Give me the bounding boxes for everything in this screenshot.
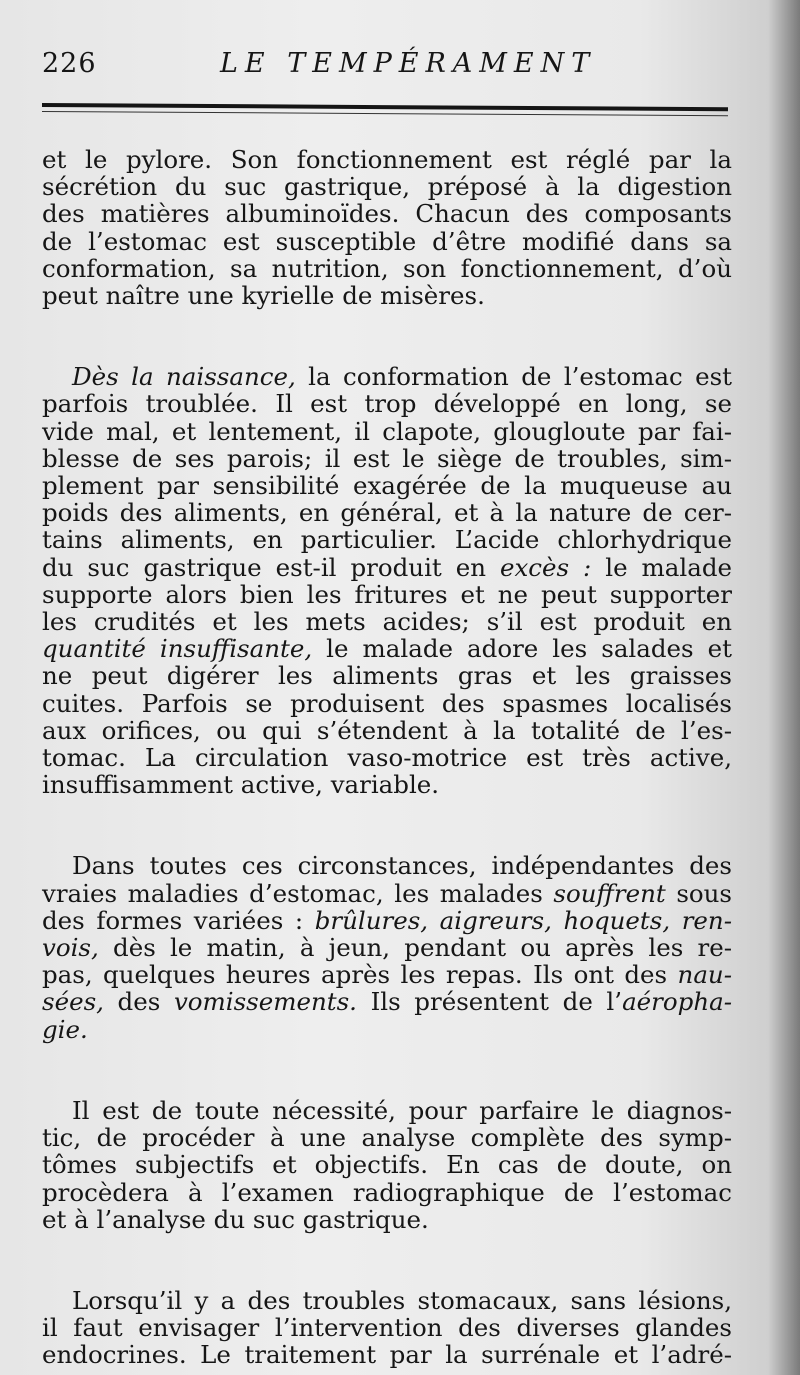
italic-text: nau-: [677, 960, 732, 990]
paragraph-gap: [42, 798, 732, 852]
text-line: insuffisamment active, variable.: [42, 770, 440, 800]
text-line: poids des aliments, en général, et à la nature de cer-: [42, 498, 732, 528]
italic-text: vois,: [42, 933, 99, 963]
text-line: ne peut digérer les aliments gras et les graisses: [42, 661, 732, 691]
paragraph-gap: [42, 1043, 732, 1097]
text-line: [42, 635, 732, 662]
text-run: Dans toutes ces circonstances, indépendantes des: [72, 851, 732, 881]
paragraph-gap: [42, 309, 732, 363]
italic-text: quantité insuffisante,: [42, 634, 313, 664]
italic-text: aéropha-: [622, 987, 732, 1017]
text-run: vraies maladies d’estomac, les malades: [42, 878, 554, 908]
text-line: [42, 1016, 732, 1043]
paragraph-5: [42, 1287, 732, 1369]
text-line: endocrines. Le traitement par la surrénale et l’adré-: [42, 1340, 732, 1370]
paragraph-4: [42, 1097, 732, 1233]
text-line: tains aliments, en particulier. L’acide chlorhydrique: [42, 525, 732, 555]
text-line: vide mal, et lentement, il clapote, glougloute par fai-: [42, 416, 732, 446]
text-run: pas, quelques heures après les repas. Ils ont des: [42, 960, 678, 990]
text-line: et à l’analyse du suc gastrique.: [42, 1204, 429, 1234]
text-line: de l’estomac est susceptible d’être modifié dans sa: [42, 226, 732, 256]
text-run: le malade adore les salades et: [312, 634, 732, 664]
text-line: aux orifices, ou qui s’étendent à la totalité de l’es-: [42, 715, 732, 745]
text-line: peut naître une kyrielle de misères.: [42, 281, 485, 311]
body-text: [42, 146, 732, 1369]
text-run: dès le matin, à jeun, pendant ou après les re-: [98, 933, 732, 963]
text-line: des matières albuminoïdes. Chacun des composants: [42, 199, 732, 229]
page-header: [42, 44, 742, 92]
text-run: Ils présentent de l’: [356, 987, 623, 1017]
text-line: Il est de toute nécessité, pour parfaire le diagnos-: [72, 1095, 732, 1125]
text-line: tic, de procéder à une analyse complète des symp-: [42, 1123, 732, 1153]
text-line: Lorsqu’il y a des troubles stomacaux, sans lésions,: [72, 1285, 732, 1315]
italic-text: souffrent: [553, 878, 666, 908]
paragraph-gap: [42, 1233, 732, 1287]
text-run: des: [103, 987, 174, 1017]
text-run: la conformation de l’estomac est: [295, 362, 732, 392]
text-line: sécrétion du suc gastrique, préposé à la digestion: [42, 172, 732, 202]
text-line: procèdera à l’examen radiographique de l’estomac: [42, 1177, 732, 1207]
text-line: parfois troublée. Il est trop développé en long, se: [42, 389, 732, 419]
text-line: tomac. La circulation vaso-motrice est très active,: [42, 743, 732, 773]
text-line: et le pylore. Son fonctionnement est réglé par la: [42, 145, 732, 174]
header-rule-thin: [42, 111, 728, 116]
text-line: tômes subjectifs et objectifs. En cas de doute, on: [42, 1150, 732, 1180]
text-run: sous: [665, 878, 733, 908]
text-line: plement par sensibilité exagérée de la muqueuse au: [42, 471, 732, 501]
text-run: des formes variées :: [42, 905, 315, 935]
italic-text: brûlures, aigreurs, hoquets, ren-: [314, 905, 732, 935]
text-line: [42, 363, 732, 390]
italic-text: sées,: [42, 987, 104, 1017]
text-line: [42, 880, 732, 907]
text-line: [42, 907, 732, 934]
paragraph-2: [42, 363, 732, 798]
italic-text: gie.: [42, 1014, 88, 1044]
text-line: [42, 988, 732, 1015]
text-line: [42, 934, 732, 961]
text-line: [42, 961, 732, 988]
running-title: LE TEMPÉRAMENT: [220, 48, 597, 79]
italic-text: vomissements.: [173, 987, 357, 1017]
text-line: [42, 554, 732, 581]
paragraph-1: [42, 146, 732, 309]
text-run: du suc gastrique est-il produit en: [42, 552, 500, 582]
text-run: le malade: [591, 552, 732, 582]
text-line: les crudités et les mets acides; s’il est produit en: [42, 607, 732, 637]
text-line: il faut envisager l’intervention des diverses glandes: [42, 1313, 732, 1343]
italic-text: excès :: [499, 552, 592, 582]
text-line: supporte alors bien les fritures et ne peut supporter: [42, 579, 732, 609]
italic-text: Dès la naissance,: [72, 362, 296, 392]
header-rule-thick: [42, 103, 728, 111]
page-number: 226: [42, 48, 97, 79]
paragraph-3: [42, 852, 732, 1042]
text-line: conformation, sa nutrition, son fonctionnement, d’où: [42, 253, 732, 283]
text-line: cuites. Parfois se produisent des spasmes localisés: [42, 688, 732, 718]
text-line: [42, 852, 732, 879]
text-line: blesse de ses parois; il est le siège de troubles, sim-: [42, 443, 732, 473]
